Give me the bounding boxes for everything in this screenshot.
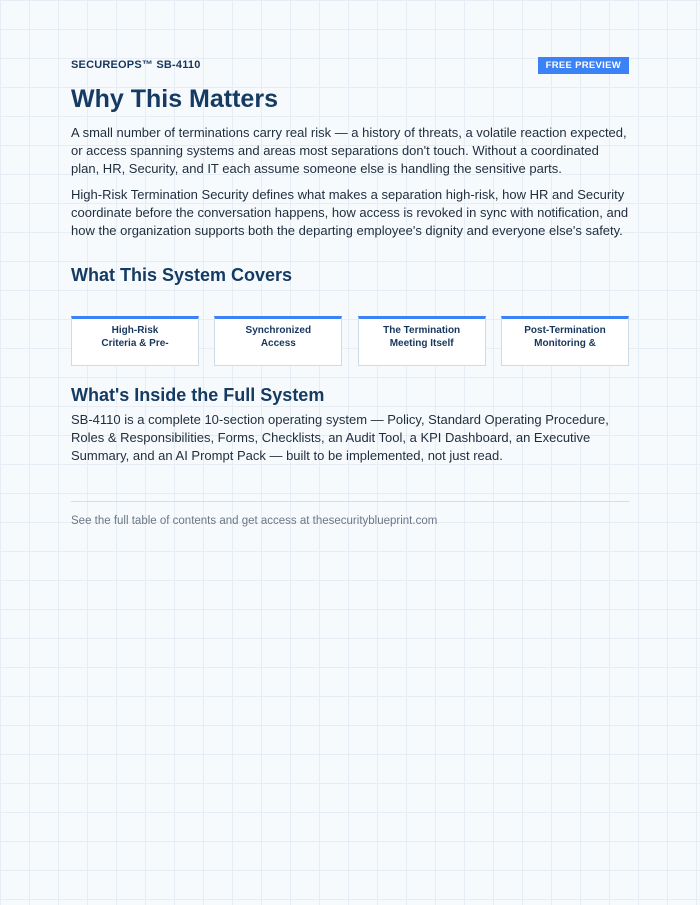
why-paragraph-2: High-Risk Termination Security defines what makes a separation high-risk, how HR and Security coordinate before the conversation happens, how access is revoked in sync with notification, and how the organization supports both the departing employee's dignity and everyone else's safety. — [71, 187, 629, 238]
page-content — [71, 56, 629, 527]
covers-card-title: Post-Termination Monitoring & — [524, 325, 606, 349]
covers-heading: What This System Covers — [71, 265, 293, 285]
covers-card-row — [71, 316, 629, 366]
top-bar — [71, 56, 629, 74]
page-title: Why This Matters — [71, 85, 278, 113]
document-code: SECUREOPS™ SB-4110 — [71, 59, 201, 71]
inside-paragraph: SB-4110 is a complete 10-section operating system — Policy, Standard Operating Procedure, Roles & Responsibilities, Forms, Checklists, an Audit Tool, a KPI Dashboard, an Executive Summary, and an AI Prompt Pack — built to be implemented, not just read. — [71, 412, 609, 463]
covers-card-synchronized-access — [214, 316, 342, 366]
covers-card-high-risk-criteria — [71, 316, 199, 366]
covers-card-title: The Termination Meeting Itself — [383, 325, 461, 349]
covers-card-termination-meeting — [358, 316, 486, 366]
inside-heading: What's Inside the Full System — [71, 385, 325, 405]
covers-card-title: High-Risk Criteria & Pre- — [101, 325, 169, 349]
covers-card-post-termination — [501, 316, 629, 366]
divider — [71, 501, 629, 502]
covers-card-title: Synchronized Access — [245, 325, 312, 349]
footer-note: See the full table of contents and get access at thesecurityblueprint.com — [71, 515, 438, 527]
free-preview-badge: FREE PREVIEW — [538, 57, 629, 74]
why-paragraph-1: A small number of terminations carry real risk — a history of threats, a volatile reaction expected, or access spanning systems and areas most separations don't touch. Without a coordinated plan, HR, Security, and IT each assume someone else is handling the sensitive parts. — [71, 125, 627, 176]
